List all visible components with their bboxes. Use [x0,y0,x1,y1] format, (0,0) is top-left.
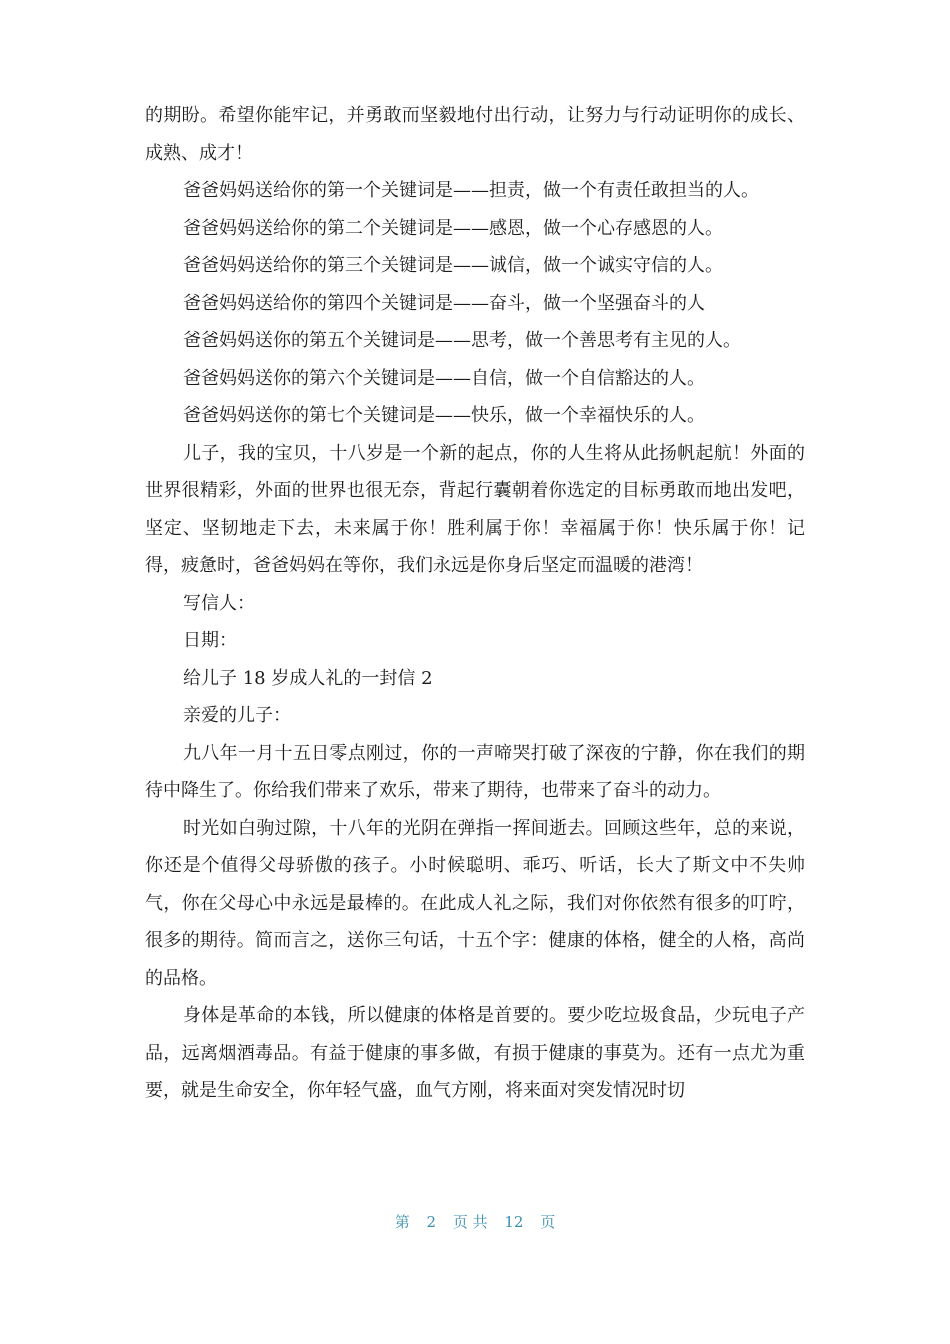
footer-label-ye: 页 [540,1213,556,1231]
paragraph-keyword-6: 爸爸妈妈送你的第六个关键词是——自信，做一个自信豁达的人。 [183,367,705,389]
footer-current-page: 2 [426,1213,437,1231]
paragraph-keyword-5: 爸爸妈妈送你的第五个关键词是——思考，做一个善思考有主见的人。 [183,330,741,351]
paragraph-keyword-2: 爸爸妈妈送给你的第二个关键词是——感恩，做一个心存感恩的人。 [183,217,723,239]
paragraph-keyword-1: 爸爸妈妈送给你的第一个关键词是——担责，做一个有责任敢担当的人。 [183,180,759,201]
paragraph-keyword-4: 爸爸妈妈送给你的第四个关键词是——奋斗，做一个坚强奋斗的人 [183,292,705,314]
paragraph-keyword-7: 爸爸妈妈送你的第七个关键词是——快乐，做一个幸福快乐的人。 [183,405,705,426]
letter-2-salutation: 亲爱的儿子： [183,705,291,726]
footer-label-ye-gong: 页 共 [452,1213,488,1231]
paragraph-continuation: 的期盼。希望你能牢记，并勇敢而坚毅地付出行动，让努力与行动证明你的成长、成熟、成才！ [145,105,805,164]
page-footer [0,1211,950,1232]
footer-total-pages: 12 [504,1213,524,1231]
document-body [145,97,805,1110]
paragraph-keyword-3: 爸爸妈妈送给你的第三个关键词是——诚信，做一个诚实守信的人。 [183,255,723,276]
paragraph-time: 时光如白驹过隙，十八年的光阴在弹指一挥间逝去。回顾这些年，总的来说，你还是个值得父母骄傲的孩子。小时候聪明、乖巧、听话，长大了斯文中不失帅气，你在父母心中永远是最棒的。在此成人礼之际，我们对你依然有很多的叮咛，很多的期待。简而言之，送你三句话，十五个字：健康的体格，健全的人格，高尚的品格。 [145,817,805,989]
letter-date-label: 日期： [183,630,237,651]
paragraph-birth: 九八年一月十五日零点刚过，你的一声啼哭打破了深夜的宁静，你在我们的期待中降生了。你给我们带来了欢乐，带来了期待，也带来了奋斗的动力。 [145,742,805,801]
paragraph-closing: 儿子，我的宝贝，十八岁是一个新的起点，你的人生将从此扬帆起航！外面的世界很精彩，外面的世界也很无奈，背起行囊朝着你选定的目标勇敢而地出发吧，坚定、坚韧地走下去，未来属于你！胜利属于你！幸福属于你！快乐属于你！记得，疲惫时，爸爸妈妈在等你，我们永远是你身后坚定而温暖的港湾！ [145,442,805,576]
footer-label-di: 第 [394,1213,410,1231]
paragraph-health: 身体是革命的本钱，所以健康的体格是首要的。要少吃垃圾食品，少玩电子产品，远离烟酒毒品。有益于健康的事多做，有损于健康的事莫为。还有一点尤为重要，就是生命安全，你年轻气盛，血气方刚，将来面对突发情况时切 [145,1005,805,1101]
letter-writer-label: 写信人： [183,592,255,614]
letter-2-title: 给儿子 18 岁成人礼的一封信 2 [183,667,433,689]
